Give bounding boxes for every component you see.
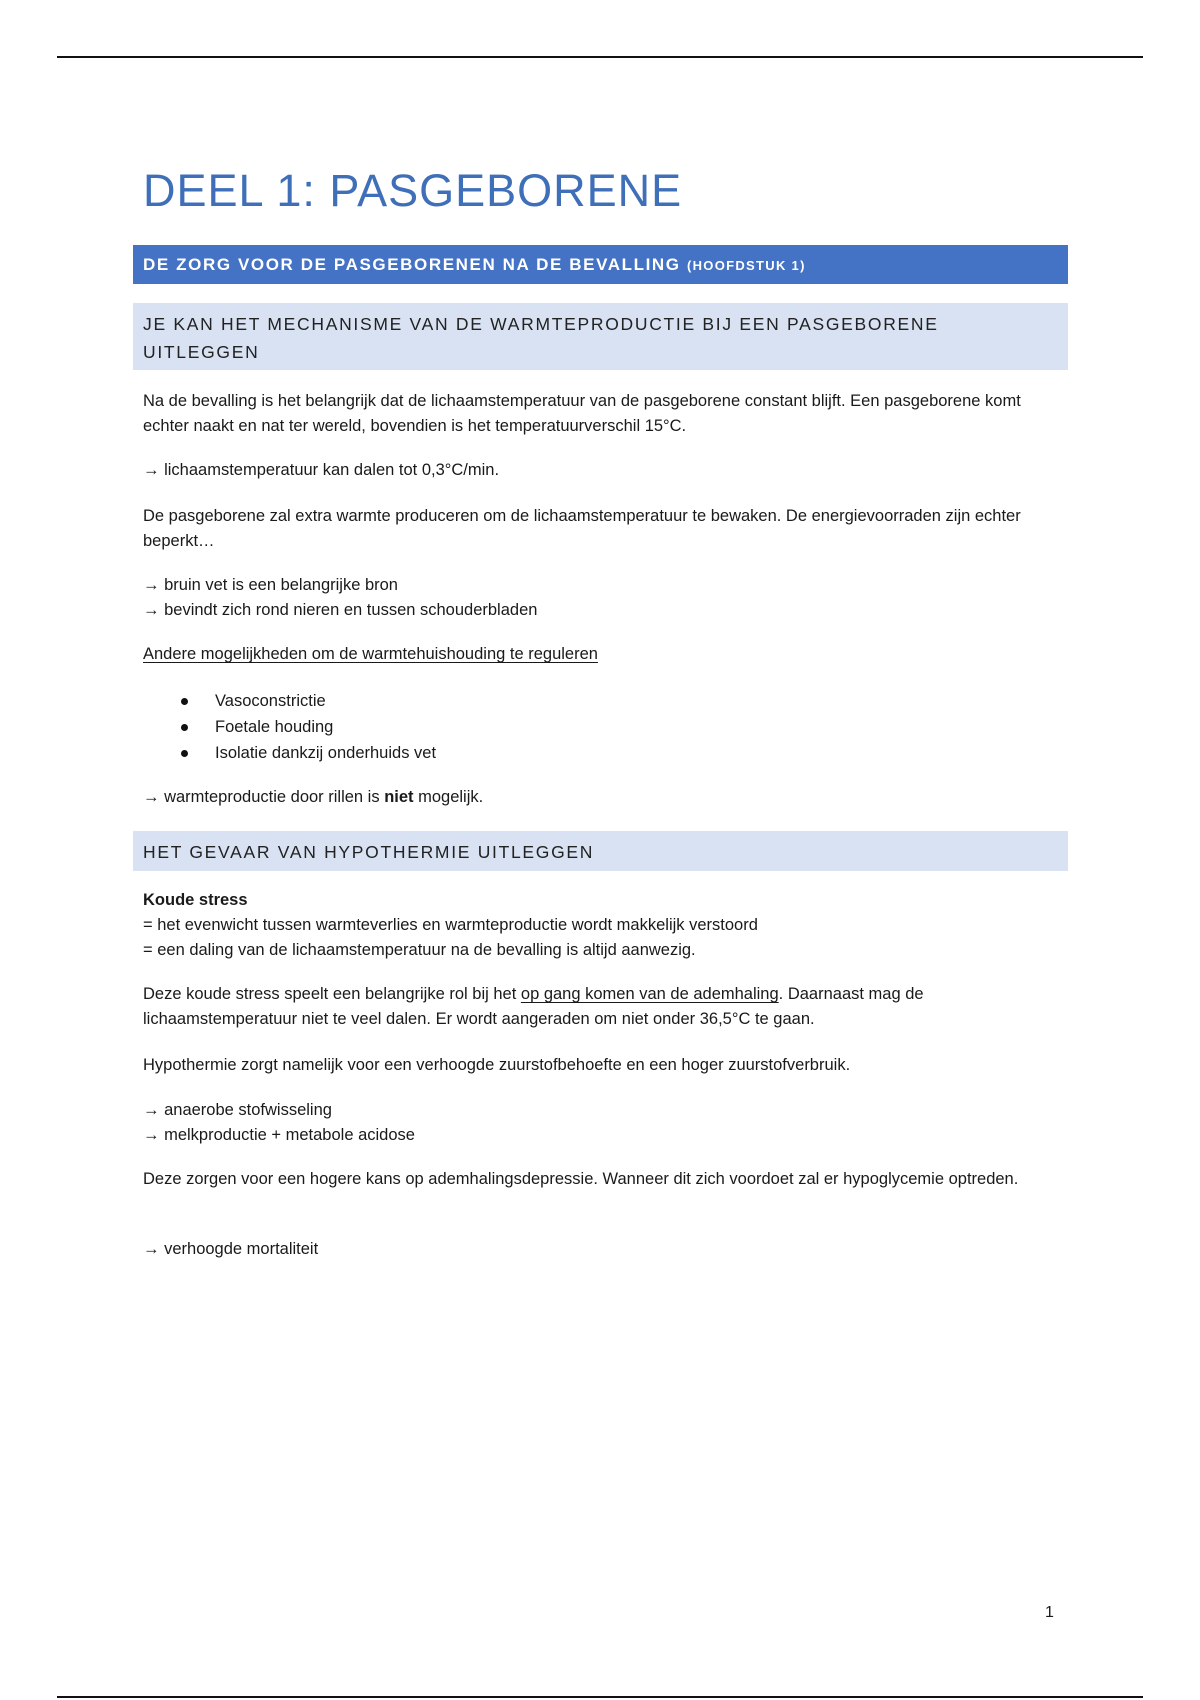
- chapter-heading-main: DE ZORG VOOR DE PASGEBORENEN NA DE BEVALLING: [143, 255, 681, 274]
- paragraph: Deze zorgen voor een hogere kans op ademhalingsdepressie. Wanneer dit zich voordoet zal er hypoglycemie optreden.: [143, 1170, 1019, 1188]
- definition-line: = een daling van de lichaamstemperatuur na de bevalling is altijd aanwezig.: [143, 941, 696, 959]
- list-item: Isolatie dankzij onderhuids vet: [143, 740, 436, 766]
- list-item: Vasoconstrictie: [143, 688, 436, 714]
- arrow-icon: →: [143, 788, 160, 806]
- arrow-icon: →: [143, 576, 160, 594]
- section-heading-hypothermie: HET GEVAAR VAN HYPOTHERMIE UITLEGGEN: [133, 831, 1068, 871]
- arrow-line: → bevindt zich rond nieren en tussen schouderbladen: [143, 601, 538, 619]
- arrow-icon: →: [143, 601, 160, 619]
- arrow-icon: →: [143, 1126, 160, 1144]
- arrow-line: → warmteproductie door rillen is niet mogelijk.: [143, 788, 484, 806]
- definition-line: = het evenwicht tussen warmteverlies en warmteproductie wordt makkelijk verstoord: [143, 916, 758, 934]
- paragraph: Deze koude stress speelt een belangrijke rol bij het op gang komen van de ademhaling. Daarnaast mag de lichaamstemperatuur niet te veel dalen. Er wordt aangeraden om niet onder 36,5°C te gaan.: [143, 985, 924, 1028]
- arrow-icon: →: [143, 1240, 160, 1258]
- arrow-line: → verhoogde mortaliteit: [143, 1240, 319, 1258]
- list-item: Foetale houding: [143, 714, 436, 740]
- page-number: 1: [1045, 1604, 1054, 1621]
- underlined-heading: Andere mogelijkheden om de warmtehuishouding te reguleren: [143, 645, 598, 663]
- page-title: DEEL 1: PASGEBORENE: [143, 165, 683, 216]
- footer-rule: [57, 1696, 1143, 1698]
- arrow-line: → anaerobe stofwisseling: [143, 1101, 332, 1119]
- section-heading-warmteproductie: JE KAN HET MECHANISME VAN DE WARMTEPRODUCTIE BIJ EEN PASGEBORENE UITLEGGEN: [133, 303, 1068, 370]
- arrow-icon: →: [143, 1101, 160, 1119]
- arrow-icon: →: [143, 461, 160, 479]
- paragraph: Na de bevalling is het belangrijk dat de lichaamstemperatuur van de pasgeborene constant blijft. Een pasgeborene komt echter naakt en nat ter wereld, bovendien is het temperatuurverschil 15°C.: [143, 392, 1021, 435]
- bullet-list: [143, 688, 436, 766]
- paragraph: Hypothermie zorgt namelijk voor een verhoogde zuurstofbehoefte en een hoger zuurstofverbruik.: [143, 1056, 851, 1074]
- arrow-line: → bruin vet is een belangrijke bron: [143, 576, 398, 594]
- chapter-heading: [133, 245, 1068, 284]
- chapter-heading-sub: (HOOFDSTUK 1): [686, 258, 806, 273]
- definition-term: Koude stress: [143, 891, 248, 909]
- paragraph: De pasgeborene zal extra warmte produceren om de lichaamstemperatuur te bewaken. De energievoorraden zijn echter beperkt…: [143, 507, 1021, 550]
- arrow-line: → melkproductie + metabole acidose: [143, 1126, 415, 1144]
- arrow-line: → lichaamstemperatuur kan dalen tot 0,3°C/min.: [143, 461, 500, 479]
- header-rule: [57, 56, 1143, 58]
